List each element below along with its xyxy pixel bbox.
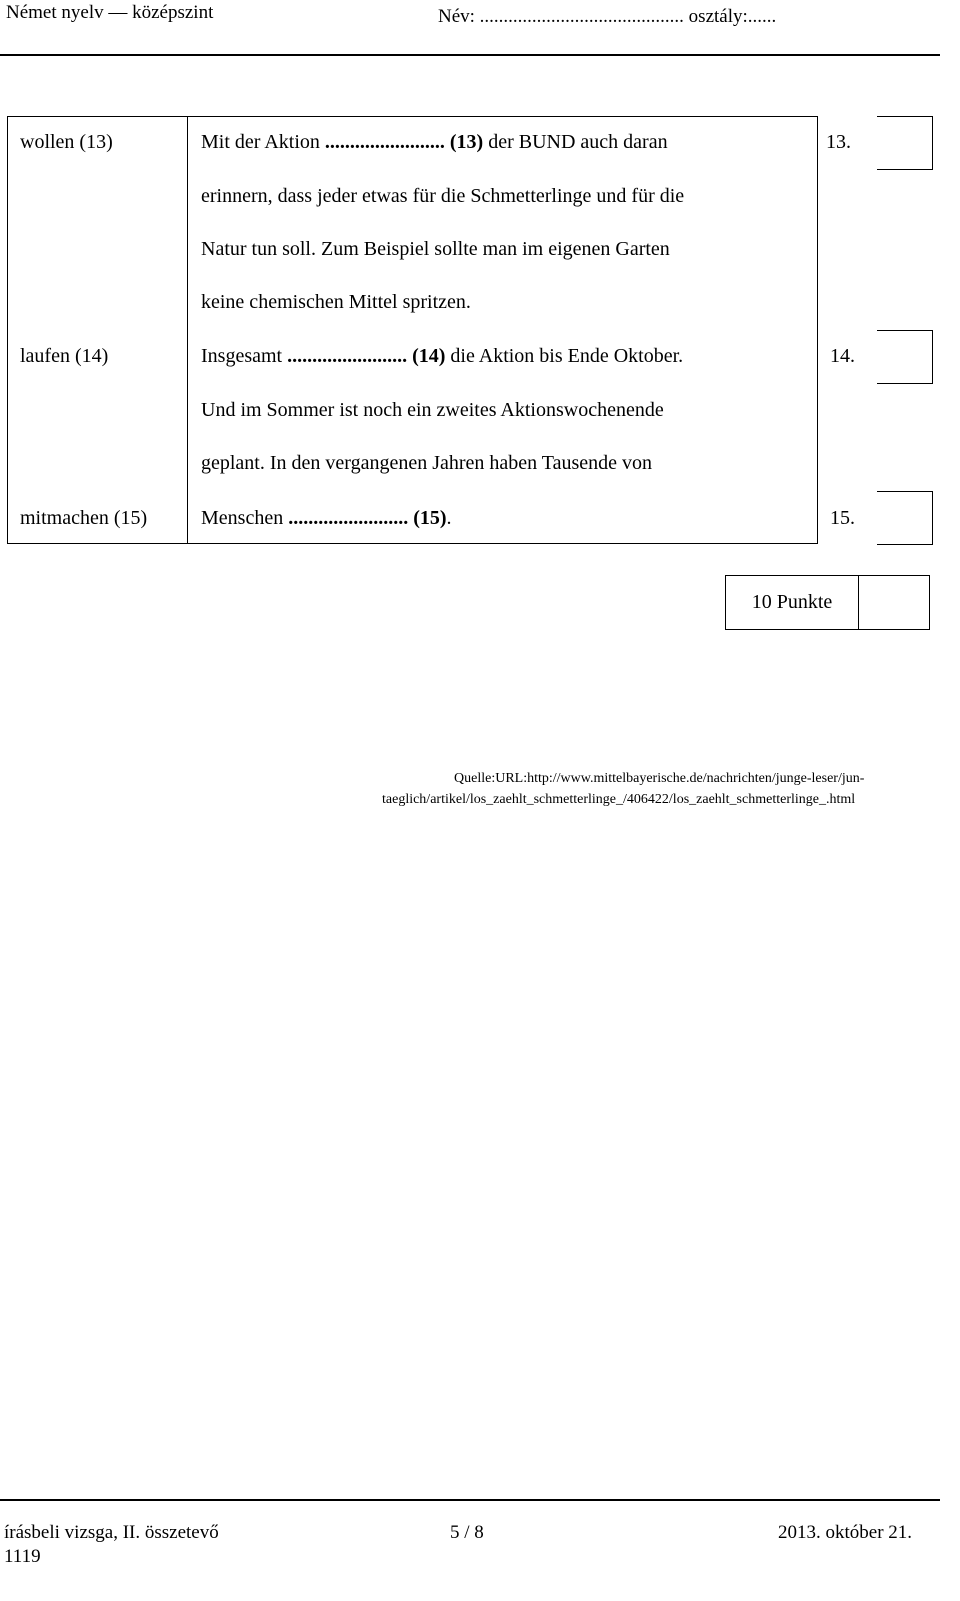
answer-box-15[interactable] (877, 491, 933, 545)
header-rule (0, 54, 940, 56)
text-line-6: Und im Sommer ist noch ein zweites Aktionswochenende (201, 399, 664, 421)
item-number-13: 13. (826, 131, 851, 153)
footer-rule (0, 1499, 940, 1501)
text-line-2: erinnern, dass jeder etwas für die Schmetterlinge und für die (201, 185, 685, 207)
gap-13: ........................ (13) (324, 131, 484, 153)
answer-box-14[interactable] (877, 330, 933, 384)
source-line-1: Quelle:URL:http://www.mittelbayerische.de/nachrichten/junge-leser/jun- (454, 771, 865, 786)
footer-date: 2013. október 21. (778, 1522, 913, 1543)
item-number-14: 14. (830, 345, 855, 367)
gap-15: ........................ (15) (288, 507, 447, 529)
footer-page: 5 / 8 (450, 1522, 484, 1543)
text-line-1: Mit der Aktion ........................ (13) der BUND auch daran (201, 131, 668, 153)
text-line-8: Menschen ........................ (15). (201, 507, 452, 529)
points-score-box[interactable] (858, 575, 930, 630)
footer-exam: írásbeli vizsga, II. összetevő (4, 1522, 219, 1543)
answer-box-13[interactable] (877, 116, 933, 170)
header-subject: Német nyelv — középszint (6, 2, 214, 23)
text-line-3: Natur tun soll. Zum Beispiel sollte man im eigenen Garten (201, 238, 670, 260)
header-name-class: Név: ........................................... osztály:...... (438, 6, 777, 27)
verb-hint-13: wollen (13) (20, 131, 113, 153)
verb-hint-15: mitmachen (15) (20, 507, 148, 529)
points-label: 10 Punkte (725, 575, 859, 630)
item-number-15: 15. (830, 507, 855, 529)
text-line-4: keine chemischen Mittel spritzen. (201, 291, 471, 313)
footer-code: 1119 (4, 1546, 41, 1567)
text-line-5: Insgesamt ........................ (14) die Aktion bis Ende Oktober. (201, 345, 684, 367)
exercise-table (7, 116, 818, 544)
verb-hint-14: laufen (14) (20, 345, 109, 367)
source-line-2: taeglich/artikel/los_zaehlt_schmetterlinge_/406422/los_zaehlt_schmetterlinge_.html (382, 792, 856, 807)
gap-14: ........................ (14) (287, 345, 446, 367)
table-column-divider (187, 116, 188, 544)
text-line-7: geplant. In den vergangenen Jahren haben Tausende von (201, 452, 653, 474)
